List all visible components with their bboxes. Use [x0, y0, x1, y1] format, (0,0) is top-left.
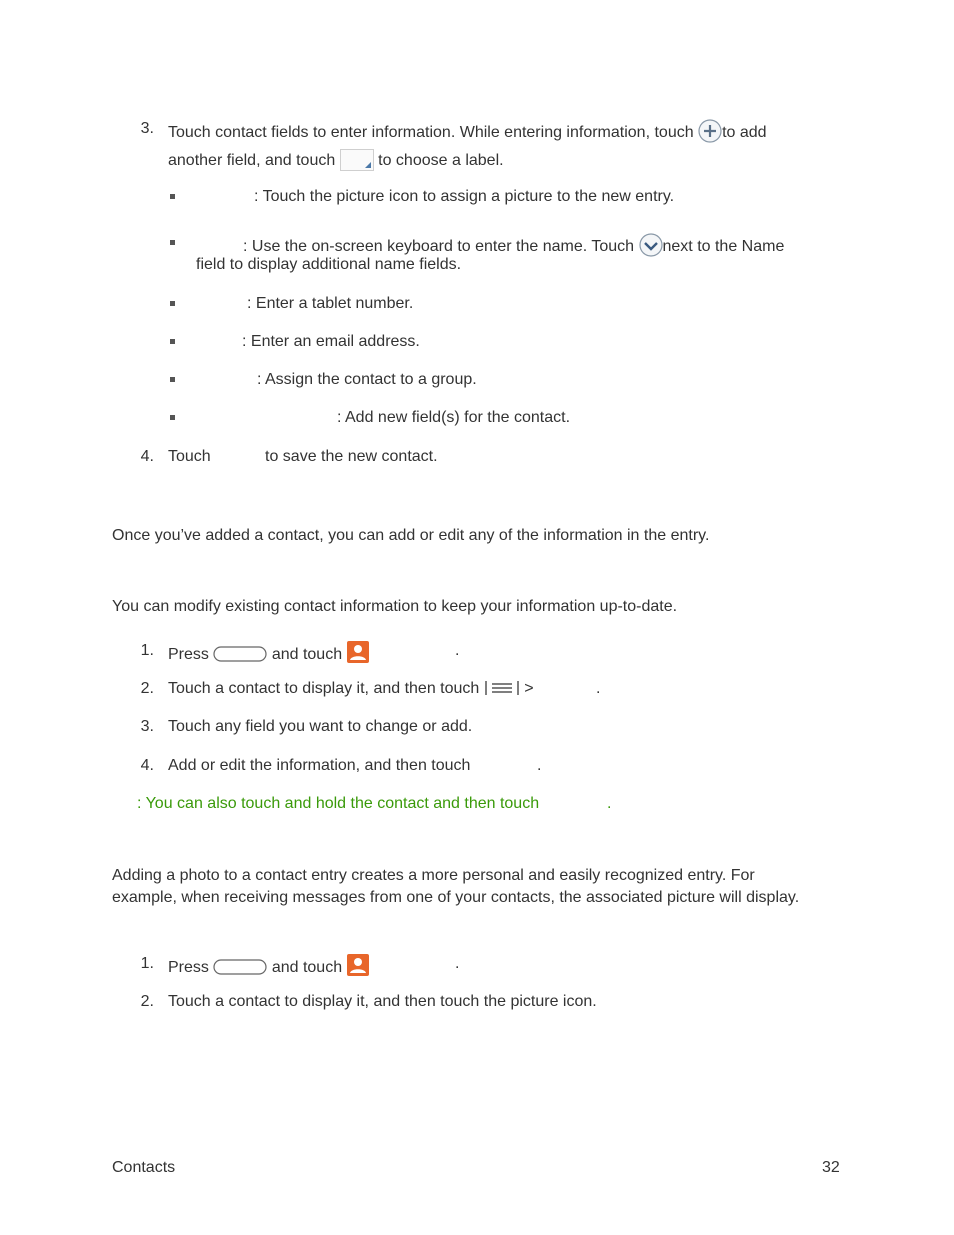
bullet-group: : Assign the contact to a group. — [257, 371, 477, 388]
page-number: 32 — [822, 1159, 840, 1176]
step-3-line-2 — [168, 149, 504, 171]
step-4-text-b: to save the new contact. — [265, 448, 438, 465]
step-number: 4. — [140, 757, 154, 774]
footer-section: Contacts — [112, 1159, 176, 1176]
step-text: > — [524, 680, 534, 697]
photo-step-1 — [168, 954, 369, 978]
contacts-app-icon — [347, 641, 369, 663]
step-text: and touch — [271, 646, 343, 663]
step-3-line-1 — [168, 119, 767, 143]
step-number: 2. — [140, 993, 154, 1010]
add-field-icon — [698, 119, 722, 143]
step-text: and touch — [271, 959, 343, 976]
bullet-text: : Use the on-screen keyboard to enter the name. Touch — [243, 238, 635, 255]
tip-note-period: . — [607, 795, 612, 812]
step-number: 4. — [140, 448, 154, 465]
bullet-marker — [170, 339, 175, 344]
bullet-marker — [170, 301, 175, 306]
step-4-text-a: Touch — [168, 448, 211, 465]
step-number: 1. — [140, 955, 154, 972]
photo-step-2: Touch a contact to display it, and then touch the picture icon. — [168, 993, 597, 1010]
bullet-name-line-2: field to display additional name fields. — [196, 256, 462, 273]
step-text: Touch contact fields to enter information. While entering information, touch — [168, 124, 694, 141]
step-text: to add — [722, 124, 767, 141]
edit-intro: You can modify existing contact information to keep your information up-to-date. — [112, 598, 678, 615]
step-number: 1. — [140, 642, 154, 659]
step-number: 3. — [140, 120, 154, 137]
step-number: 3. — [140, 718, 154, 735]
menu-key-icon — [484, 679, 520, 697]
home-key-icon — [213, 959, 267, 975]
bullet-marker — [170, 194, 175, 199]
bullet-email: : Enter an email address. — [242, 333, 420, 350]
bullet-marker — [170, 240, 175, 245]
contacts-app-icon — [347, 954, 369, 976]
photo-intro: Adding a photo to a contact entry creates a more personal and easily recognized entry. For example, when receiving messages from one of your contacts, the associated picture will display. — [112, 867, 800, 906]
step-text: Press — [168, 646, 209, 663]
step-text: another field, and touch — [168, 152, 336, 169]
step-period: . — [596, 680, 601, 697]
step-text: Press — [168, 959, 209, 976]
edit-step-3: Touch any field you want to change or add. — [168, 718, 473, 735]
bullet-text: next to the Name — [662, 238, 785, 255]
label-dropdown-icon — [340, 149, 374, 171]
bullet-name — [243, 233, 784, 257]
home-key-icon — [213, 646, 267, 662]
step-number: 2. — [140, 680, 154, 697]
edit-step-4: Add or edit the information, and then touch — [168, 757, 471, 774]
step-text: to choose a label. — [378, 152, 504, 169]
step-period: . — [455, 642, 460, 659]
bullet-picture: : Touch the picture icon to assign a picture to the new entry. — [254, 188, 675, 205]
step-text: Touch a contact to display it, and then touch — [168, 680, 480, 697]
bullet-add-field: : Add new field(s) for the contact. — [337, 409, 571, 426]
tip-note: : You can also touch and hold the contact and then touch — [137, 795, 540, 812]
edit-step-2 — [168, 679, 534, 699]
step-period: . — [537, 757, 542, 774]
bullet-tablet: : Enter a tablet number. — [247, 295, 414, 312]
bullet-marker — [170, 415, 175, 420]
edit-step-1 — [168, 641, 369, 665]
bullet-marker — [170, 377, 175, 382]
chevron-down-icon — [639, 233, 663, 257]
step-period: . — [455, 955, 460, 972]
edit-section-intro: Once you’ve added a contact, you can add or edit any of the information in the entry. — [112, 527, 710, 544]
